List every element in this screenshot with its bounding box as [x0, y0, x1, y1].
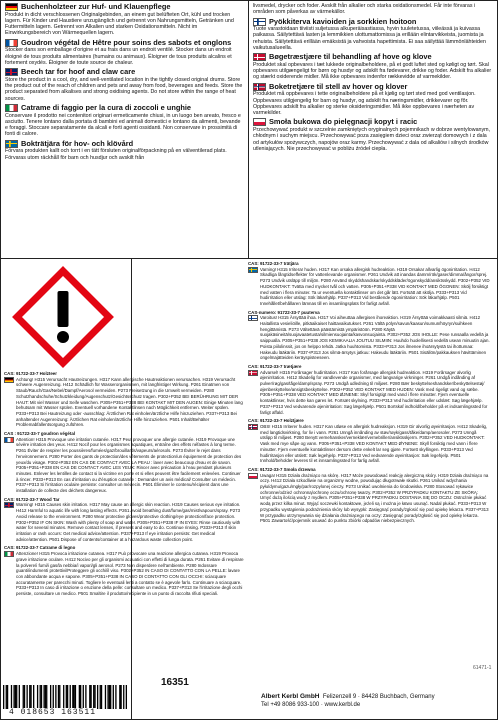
company-address: Felizenzell 9 · 84428 Buchbach, Germany	[322, 694, 435, 700]
hazard-block	[248, 418, 490, 464]
flag-dk-icon	[248, 370, 258, 376]
flag-dk-icon	[253, 53, 266, 61]
hazard-text-row	[248, 473, 490, 524]
hazard-block	[248, 467, 490, 524]
barcode-bar	[29, 685, 30, 709]
section-body: Conservare il prodotto nei contenitori originari ermeticamente chiusi, in un luogo ben areato, fresco e asciutto. Tenere lontano dalla portata di bambini ed animali domestici e lontano da alimenti, bevande e foraggi. Stoccare separatamente da alcali e forti agenti ossidanti. Non conservare in prossimità di fonti di calore.	[5, 112, 241, 138]
section-heading	[5, 140, 244, 148]
barcode-bar	[85, 685, 86, 709]
hazard-block	[4, 371, 244, 428]
barcode-bar	[97, 685, 98, 709]
flag-fi-icon	[253, 18, 266, 26]
flag-se-icon	[5, 140, 18, 148]
hazard-section	[1, 259, 497, 720]
hazard-block	[4, 545, 244, 596]
section-title: Buchenholzteer zur Huf- und Klauenpflege	[21, 2, 171, 11]
hazard-text-row	[248, 424, 490, 464]
barcode-bar	[89, 685, 90, 709]
storage-section	[5, 68, 244, 102]
section-body: Produktet må oppbevares i tette originalbeholdere på et kjølig og tørt sted med god ventilasjon. Oppbevares utilgjengelig for barn og husdyr, og adskilt fra næringsmidler, drikkevarer og fôr. Oppbevares adskilt fra alkalier og sterke oksideringsmidler. Må ikke oppbevares i nærheten av varmekilder.	[253, 91, 476, 117]
hazard-block	[4, 497, 244, 543]
storage-column-right	[249, 1, 497, 258]
flag-it-icon	[5, 104, 18, 112]
flag-fi-icon	[248, 315, 258, 321]
storage-section	[5, 140, 244, 161]
barcode-bar	[123, 685, 124, 709]
section-heading	[5, 68, 244, 76]
flag-fr-icon	[5, 39, 18, 47]
hazard-text-row	[4, 551, 244, 597]
barcode-bar	[3, 685, 4, 709]
cas-heading: CAS: 91722-33-7 Wood Tar	[4, 496, 60, 502]
section-heading	[5, 104, 244, 112]
storage-section	[253, 3, 493, 16]
barcode-bar	[30, 685, 31, 709]
hazard-text: OBS! H315 Irriterer huden. H317 Kan utløse en allergisk hudreaksjon. H319 Gir alvorlig øyeirritasjon. H412 Skadelig, med langtidsvirkning, for liv i vann. P261 Unngå innånding av støv/røyk/gass/tåke/damp/aerosoler. P273 Unngå utslipp til miljøet. P280 Benytt vernehansker/verneklær/vernebriller/ansiktsskjerm. P302+P352 VED HUDKONTAKT: Vask med mye såpe og vann. P305+P351+P338 VED KONTAKT MED ØYNENE: Skyll forsiktig med vann i flere minutter. Fjern eventuelle kontaktlinser dersom dette enkelt lar seg gjøre. Fortsett skyllingen. P333+P313 Ved hudirritasjon eller utslett: Søk legehjelp. P337+P313 Ved vedvarende øyeirritasjon: Søk legehjelp. P501 Innhold/beholder leveres til et innsamlingssted for farlig avfall.	[260, 423, 488, 464]
barcode-bar	[90, 685, 91, 709]
cas-heading: CAS-numero: 91722-33-7 puuterva	[248, 309, 320, 315]
section-heading	[253, 118, 493, 126]
hazard-text: Varning! H315 Irriterar huden. H317 Kan orsaka allergisk hudreaktion. H319 Orsakar allvarlig ögonirritation. H412 Skadliga långtidseffekter för vattenlevande organismer. P261 Undvik att inandas damm/rök/gaser/dimma/ångor/sprej. P273 Undvik utsläpp till miljön. P280 Använd skyddshandskar/skyddskläder/ögonskydd/ansiktsskydd. P302+P352 VID HUDKONTAKT: Tvätta med mycket tvål och vatten. P305+P351+P338 VID KONTAKT MED ÖGONEN: Skölj försiktigt med vatten i flera minuter. Ta ur eventuella kontaktlinser om det går lätt. Fortsätt att skölja. P333+P313 Vid hudirritation eller utslag: Sök läkarhjälp. P337+P313 Vid bestående ögonirritation: Sök läkarhjälp. P501 Innehållet/behållaren lämnas till en insamlingsplats för farligt avfall.	[260, 266, 490, 306]
hazard-text: Warning! H315 Causes skin irritation. H317 May cause an allergic skin reaction. H319 Causes serious eye irritation. H412 Harmful to aquatic life with long lasting effects. P261 Avoid breathing dust/fume/gas/mist/vapours/spray. P273 Avoid release to the environment. P280 Wear protective gloves/protective clothing/eye protection/face protection. P302+P352 IF ON SKIN: Wash with plenty of soap and water. P305+P351+P338 IF IN EYES: Rinse cautiously with water for several minutes. Remove contact lenses, if present and easy to do. Continue rinsing. P333+P313 If skin irritation or rash occurs: Get medical advice/attention. P337+P313 If eye irritation persists: Get medical advice/attention. P501 Dispose of contents/container at a hazardous waste collection point.	[16, 502, 241, 542]
barcode-bar	[16, 685, 17, 709]
barcode-bar	[6, 685, 7, 709]
barcode-bar	[19, 685, 20, 709]
barcode-bar	[33, 685, 34, 709]
hazard-text-row	[4, 437, 244, 494]
company-name: Albert Kerbl GmbH	[261, 693, 320, 700]
section-heading	[253, 83, 493, 91]
flag-it-icon	[4, 551, 14, 557]
section-title: Catrame di faggio per la cura di zoccoli e unghie	[21, 102, 192, 112]
barcode-bar	[105, 685, 106, 709]
barcode-bar	[113, 685, 114, 709]
barcode-bar	[7, 685, 8, 709]
barcode-bar	[70, 685, 71, 709]
section-body: Förvara produkten kallt och torrt i en tätt försluten originalförpackning på en välventilerad plats. Förvaras utom räckhåll för barn och husdjur och avskilt från	[5, 148, 227, 161]
storage-section	[253, 53, 493, 80]
hazard-text: Achtung! H315 Verursacht Hautreizungen. H317 Kann allergische Hautreaktionen verursachen. H319 Verursacht schwere Augenreizung. H412 Schädlich für Wasserorganismen, mit langfristiger Wirkung. P261 Einatmen von Staub/Rauch/Gas/Nebel/Dampf/Aerosol vermeiden. P273 Freisetzung in die Umwelt vermeiden. P280 Schutzhandschuhe/Schutzkleidung/Augenschutz/Gesichtsschutz tragen. P302+P352 BEI BERÜHRUNG MIT DER HAUT: Mit viel Wasser und Seife waschen. P305+P351+P338 BEI KONTAKT MIT DEN AUGEN: Einige Minuten lang behutsam mit Wasser spülen. Eventuell vorhandene Kontaktlinsen nach Möglichkeit entfernen. Weiter spülen. P333+P313 Bei Hautreizung oder -ausschlag: Ärztlichen Rat einholen/ärztliche Hilfe hinzuziehen. P337+P313 Bei anhaltender Augenreizung: Ärztlichen Rat einholen/ärztliche Hilfe hinzuziehen. P501 Inhalt/Behälter Problemabfallentsorgung zuführen.	[16, 376, 243, 428]
cas-heading: CAS: 91722-33-7 Holzteer	[4, 371, 57, 376]
barcode-bar	[50, 685, 51, 709]
section-body: Tuote varastoidaan tiiviisti suljetussa alkuperäisastiassa, hyvin tuuletetussa, viileässä ja kuivassa paikassa. Säilytettävä lasten ja lemmikkien ulottumattomissa ja erillään elintarvikkeista, juomista ja rehuista. Säilytettävä erillään emäksistä ja vahvoista hapettimista. Ei saa säilyttää lämmönlähteiden vaikutusalueella.	[253, 26, 486, 51]
barcode-bar	[55, 685, 56, 709]
barcode-bar	[101, 685, 102, 709]
barcode-bar	[53, 685, 54, 709]
section-body: Store the product in a cool, dry, and well-ventilated location in the tightly closed original drums. Store the product out of the reach of children and pets and away from food, beverages and feeds. Store the product separated from alkalises and strong oxidising agents. Do not store within the range of heat sources.	[5, 76, 243, 102]
cas-heading: CAS: 91722-33-7 trætjære	[248, 363, 302, 369]
hazard-text: Attenzione! H315 Provoca irritazione cutanea. H317 Può provocare una reazione allergica cutanea. H319 Provoca grave irritazione oculare. H412 Nocivo per gli organismi acquatici con effetti di lunga durata. P261 Evitare di respirare la polvere/i fumi/i gas/la nebbia/i vapori/gli aerosol. P273 Non disperdere nell'ambiente. P280 Indossare guanti/indumenti protettivi/Proteggere gli occhi/il viso. P302+P352 IN CASO DI CONTATTO CON LA PELLE: lavare con abbondante acqua e sapone. P305+P351+P338 IN CASO DI CONTATTO CON GLI OCCHI: sciacquare accuratamente per parecchi minuti. Togliere le eventuali lenti a contatto se è agevole farlo. Continuare a sciacquare. P333+P313 In caso di irritazione o eruzione della pelle: consultare un medico. P337+P313 Se l'irritazione degli occhi persiste, consultare un medico. P501 Smaltire il prodotto/recipiente in un punto di raccolta rifiuti speciali.	[16, 551, 244, 597]
storage-section	[5, 39, 244, 66]
section-body: Stocker dans son emballage d'origine et au frais dans un endroit ventilé. Stocker dans un endroit éloigné de tous produits alimentaires (humains ou animaux). Éloigner de tous produits alcalins et fortement oxydés. Éloigner de toute source de chaleur.	[5, 47, 232, 66]
cas-heading: CAS: 91722-33-7 trätjära	[248, 261, 299, 266]
storage-section	[5, 3, 244, 37]
storage-column-left	[1, 1, 249, 258]
ghs-exclamation-pictogram-icon	[13, 267, 113, 367]
barcode-bar	[11, 685, 12, 709]
storage-instructions	[1, 1, 497, 259]
flag-de-icon	[5, 3, 18, 11]
flag-en-icon	[5, 68, 18, 76]
section-body: Produktet skal opbevares i tæt lukkede originalbeholdere, på et godt luftet sted og køligt og tørt. Skal opbevares utilgængeligt for børn og husdyr og adskilt fra fødevarer, drikke og foder. Adskilt fra alkalier og stærkt oxiderende midler. Må ikke opbevares indenfor rækkevidde af varmekilder.	[253, 61, 492, 81]
barcode-bar	[46, 685, 47, 709]
hazard-text-row	[248, 267, 490, 307]
barcode-bar	[75, 685, 76, 709]
hazard-statements-right	[248, 261, 490, 527]
company-info	[261, 693, 435, 709]
flag-de-icon	[4, 377, 14, 383]
article-number: 16351	[161, 677, 189, 688]
flag-en-icon	[4, 502, 14, 508]
barcode-bar	[41, 685, 42, 709]
cas-heading: CAS : 91722-33-7 goudron végétal	[4, 431, 76, 437]
hazard-block	[4, 431, 244, 494]
barcode-bar	[73, 685, 74, 709]
section-title: Smoła bukowa do pielęgnacji kopyt i racic	[269, 117, 418, 127]
label-code: 61471-1	[473, 665, 492, 671]
barcode-bar	[67, 685, 68, 709]
barcode-bar	[59, 685, 60, 709]
section-body: livsmedel, drycker och foder. Avskilt från alkalier och starka oxidationsmedel. Får inte förvaras i områden som påverkas av värmekällor.	[253, 3, 476, 16]
barcode-bar	[126, 685, 127, 709]
storage-section	[5, 104, 244, 138]
section-heading	[5, 39, 244, 47]
barcode-bar	[40, 685, 41, 709]
barcode-bar	[26, 685, 27, 709]
barcode-bar	[93, 685, 94, 709]
storage-section	[253, 118, 493, 152]
hazard-statements-left	[4, 371, 244, 600]
barcode-bar	[80, 685, 81, 709]
storage-section	[253, 83, 493, 117]
barcode-bar	[15, 685, 16, 709]
hazard-text-row	[248, 370, 490, 416]
hazard-block	[248, 261, 490, 307]
barcode-bar	[109, 685, 110, 709]
barcode-number: 4 018653 163511	[9, 708, 97, 717]
barcode-bar	[83, 685, 84, 709]
section-heading	[253, 18, 493, 26]
section-title: Boketretjære til stell av hover og klover	[269, 81, 408, 91]
hazard-text: Advarsel! H315 Forårsager hudirritation. H317 Kan forårsage allergisk hudreaktion. H319 Forårsager alvorlig øjenirritation. H412 Skadelig for vandlevende organismer, med langvarige virkninger. P261 Undgå indånding af pulver/røg/gas/tåge/damp/spray. P273 Undgå udledning til miljøet. P280 Bær beskyttelseshandsker/beskyttelsestøj/øjenbeskyttelse/ansigtsbeskyttelse. P302+P352 VED KONTAKT MED HUDEN: Vask med rigeligt vand og sæbe. P305+P351+P338 VED KONTAKT MED ØJNENE: Skyl forsigtigt med vand i flere minutter. Fjern eventuelle kontaktlinser, hvis dette kan gøres let. Fortsæt skylning. P333+P313 Ved hudirritation eller udslæt: Søg lægehjælp. P337+P313 Ved vedvarende øjenirritation: Søg lægehjælp. P501 Bortskaf indhold/beholder på et indsamlingssted for farligt affald.	[260, 369, 488, 415]
section-title: Goudron végétal de Hêtre pour soins des sabots et onglons	[21, 37, 232, 47]
hazard-block	[248, 364, 490, 415]
hazard-text: Uwaga! H315 Działa drażniąco na skórę. H317 Może powodować reakcję alergiczną skóry. H319 Działa drażniąco na oczy. H412 Działa szkodliwie na organizmy wodne, powodując długotrwałe skutki. P261 Unikać wdychania pyłu/dymu/gazu/mgły/par/rozpylonej cieczy. P273 Unikać uwolnienia do środowiska. P280 Stosować rękawice ochronne/odzież ochronną/ochronę oczu/ochronę twarzy. P302+P352 W PRZYPADKU KONTAKTU ZE SKÓRĄ: Umyć dużą ilością wody z mydłem. P305+P351+P338 W PRZYPADKU DOSTANIA SIĘ DO OCZU: Ostrożnie płukać wodą przez kilka minut. Wyjąć soczewki kontaktowe, jeżeli są i można je łatwo usunąć. Nadal płukać. P333+P313 W przypadku wystąpienia podrażnienia skóry lub wysypki: Zasięgnąć porady/zgłosić się pod opiekę lekarza. P337+P313 W przypadku utrzymywania się działania drażniącego na oczy: Zasięgnąć porady/zgłosić się pod opiekę lekarza. P501 Zawartość/pojemnik usuwać do punktu zbiórki odpadów niebezpiecznych.	[260, 472, 489, 524]
section-body: Przechowywać produkt w szczelnie zamkniętych oryginalnych pojemnikach w dobrze wentylowanym, chłodnym i suchym miejscu. Przechowywać poza zasięgiem dzieci oraz zwierząt domowych i z dala od artykułów spożywczych, napojów oraz karmy. Przechowywać z dala od alkaliów i silnych środków utleniających. Nie przechowywać w pobliżu źródeł ciepła.	[253, 127, 490, 152]
section-heading	[253, 53, 493, 61]
section-heading	[5, 3, 244, 11]
barcode-bar	[24, 685, 25, 709]
barcode-bar	[45, 685, 46, 709]
barcode-bar	[63, 685, 64, 709]
flag-no-icon	[253, 83, 266, 91]
hazard-text: Varoitus! H315 Ärsyttää ihoa. H317 Voi aiheuttaa allergisen ihoreaktion. H319 Ärsyttää voimakkaasti silmiä. H412 Haitallista vesieliöille, pitkäaikaiset haittavaikutukset. P261 Vältä pölyn/savun/kaasun/sumun/höyryn/suihkeen hengittämistä. P273 Vältettävä päästämistä ympäristöön. P280 Käytä suojakäsineitä/suojavaatetusta/silmiensuojainta/kasvonsuojainta. P302+P352 JOS IHOLLE: Pese runsaalla vedellä ja saippualla. P305+P351+P338 JOS KEMIKAALIA JOUTUU SILMIIN: Huuhdo huolellisesti vedellä usean minuutin ajan. Poista piilolinssit, jos on helppo tehdä. Jatka huuhtomista. P333+P313 Jos ilmenee ihoärsytystä tai ihottumaa: Hakeudu lääkäriin. P337+P313 Jos silmä-ärsytys jatkuu: Hakeudu lääkäriin. P501 Sisällön/pakkauksen hävittäminen ongelmajätteiden keräyspisteeseen.	[260, 315, 490, 361]
section-body: Produkt in dicht verschlossenen Originalgebinden, an einem gut belüfteten Ort, kühl und trocken lagern. Für Kinder und Haustiere unzugänglich und getrennt von Nahrungsmitteln, Getränken und Futtermitteln lagern. Getrennt von Alkalien und starken Oxidationsmitteln. Nicht im Einwirkungsbereich von Wärmequellen lagern.	[5, 11, 234, 37]
barcode-bar	[120, 685, 121, 709]
hazard-text: Attention! H315 Provoque une irritation cutanée. H317 Peut provoquer une allergie cutanée. H319 Provoque une sévère irritation des yeux. H412 Nocif pour les organismes aquatiques, entraîne des effets néfastes à long terme. P261 Éviter de respirer les poussières/fumées/gaz/brouillards/vapeurs/aérosols. P273 Éviter le rejet dans l'environnement. P280 Porter des gants de protection/des vêtements de protection/un équipement de protection des yeux/du visage. P302+P352 EN CAS DE CONTACT AVEC LA PEAU : laver avec beaucoup d'eau et de savon. P305+P351+P338 EN CAS DE CONTACT AVEC LES YEUX: Rincer avec précaution à l'eau pendant plusieurs minutes. Enlever les lentilles de contact si la victime en porte et si elles peuvent être facilement enlevées. Continuer à rincer. P333+P313 En cas d'irritation ou d'éruption cutanée : Demander un avis médical/ Consulter un médecin. P337+P313 Si l'irritation oculaire persiste: consulter un médecin. P501 Éliminer le contenu/récipient dans une installation de collecte des déchets dangereux.	[16, 436, 242, 494]
barcode-bar	[13, 685, 14, 709]
barcode-bar	[107, 685, 108, 709]
barcode-bar	[43, 685, 44, 709]
barcode-bar	[79, 685, 80, 709]
cas-heading: CAS: 91722-33-7 Holztjære	[248, 418, 304, 424]
barcode-bar	[66, 685, 67, 709]
flag-pl-icon	[253, 118, 266, 126]
barcode-bar	[115, 685, 116, 709]
hazard-block	[248, 310, 490, 361]
flag-pl-icon	[248, 473, 258, 479]
barcode-bar	[58, 685, 59, 709]
flag-fr-icon	[4, 437, 14, 443]
barcode-bar	[100, 685, 101, 709]
barcode-bar	[110, 685, 111, 709]
section-title: Bokträtjära för hov- och klövård	[21, 138, 134, 148]
barcode-bar	[23, 685, 24, 709]
flag-se-icon	[248, 267, 258, 273]
barcode-bar	[37, 685, 38, 709]
cas-heading: CAS: 91722-33-7 Smoła drzewna	[248, 466, 316, 472]
barcode-bar	[119, 685, 120, 709]
barcode-bar	[72, 685, 73, 709]
section-title: Bøgetræstjære til behandling af hove og klove	[269, 52, 432, 62]
storage-section	[253, 18, 493, 52]
flag-no-icon	[248, 424, 258, 430]
company-contact: Tel +49 8086 933-100 · www.kerbl.de	[261, 702, 361, 708]
barcode-bar	[94, 685, 95, 709]
hazard-text-row	[4, 502, 244, 542]
hazard-text-row	[4, 377, 244, 428]
cas-heading: CAS: 91722-33-7 Catrame di legno	[4, 545, 76, 551]
section-title: Pyökkiterva kavioiden ja sorkkien hoitoon	[269, 16, 417, 26]
section-title: Beech tar for hoof and claw care	[21, 67, 136, 77]
hazard-text-row	[248, 315, 490, 361]
